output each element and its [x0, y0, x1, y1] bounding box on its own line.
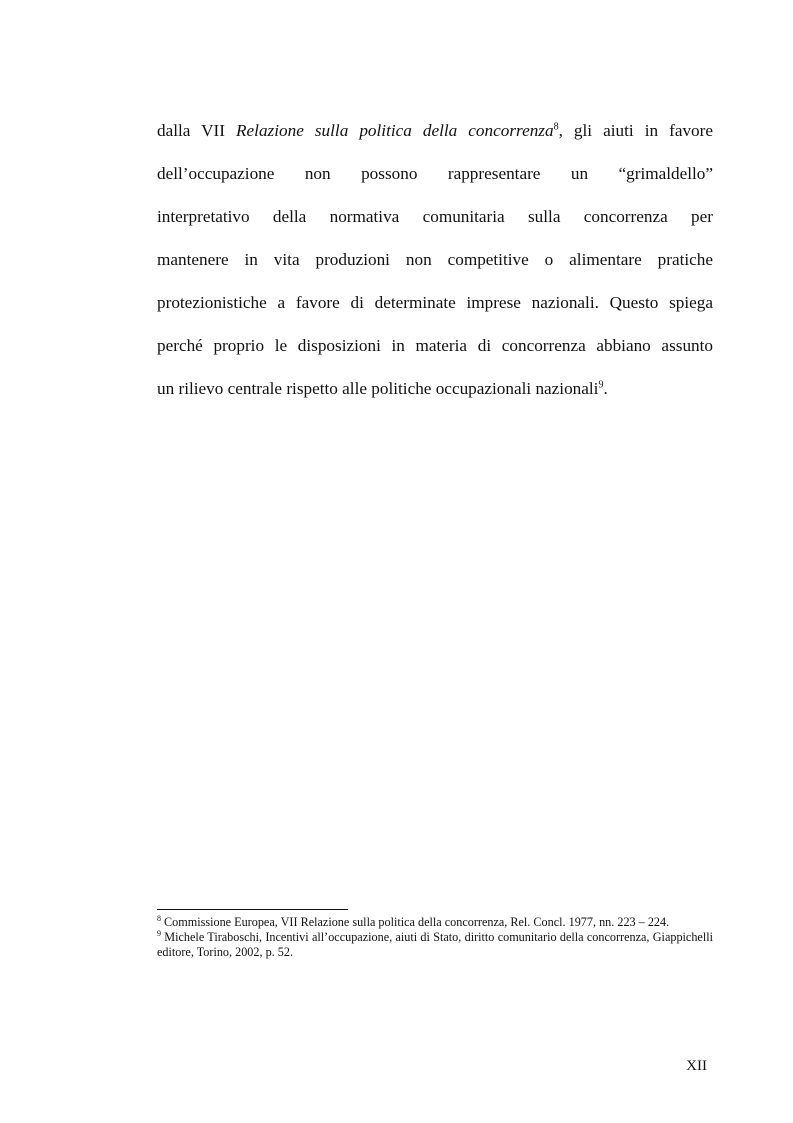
paragraph-line-6: perché proprio le disposizioni in materia di concorrenza abbiano assunto — [157, 336, 713, 355]
paragraph-line-3: interpretativo della normativa comunitaria sulla concorrenza per — [157, 207, 713, 226]
paragraph-line-7 — [157, 367, 713, 410]
footnotes-section — [157, 915, 713, 960]
main-paragraph — [157, 109, 713, 410]
footnote-ref-9[interactable]: 9 — [598, 379, 604, 391]
paragraph-line-2: dell’occupazione non possono rappresentare un “grimaldello” — [157, 164, 713, 183]
text-run: . — [603, 379, 608, 398]
page-number: XII — [686, 1058, 707, 1074]
footnote-text: Michele Tiraboschi, Incentivi all’occupazione, aiuti di Stato, diritto comunitario della concorrenza, Giappichelli editore, Torino, 2002, p. 52. — [157, 930, 713, 959]
footnote-text: Commissione Europea, VII Relazione sulla politica della concorrenza, Rel. Concl. 1977, nn. 223 – 224. — [161, 915, 670, 929]
footnote-ref-8[interactable]: 8 — [553, 121, 559, 133]
footnote-8 — [157, 915, 713, 930]
text-run: dalla VII — [157, 121, 237, 140]
text-run: un rilievo centrale rispetto alle politiche occupazionali nazionali — [157, 379, 599, 398]
paragraph-line-5: protezionistiche a favore di determinate imprese nazionali. Questo spiega — [157, 293, 713, 312]
footnote-9 — [157, 930, 713, 960]
footnote-separator — [157, 909, 348, 910]
footnote-marker: 8 — [157, 913, 161, 923]
paragraph-line-4: mantenere in vita produzioni non competitive o alimentare pratiche — [157, 250, 713, 269]
footnote-marker: 9 — [157, 928, 161, 938]
text-run: , gli aiuti in favore — [558, 121, 713, 140]
report-title-italic: Relazione sulla politica della concorrenza — [236, 121, 554, 140]
paragraph-line-1 — [157, 109, 713, 152]
